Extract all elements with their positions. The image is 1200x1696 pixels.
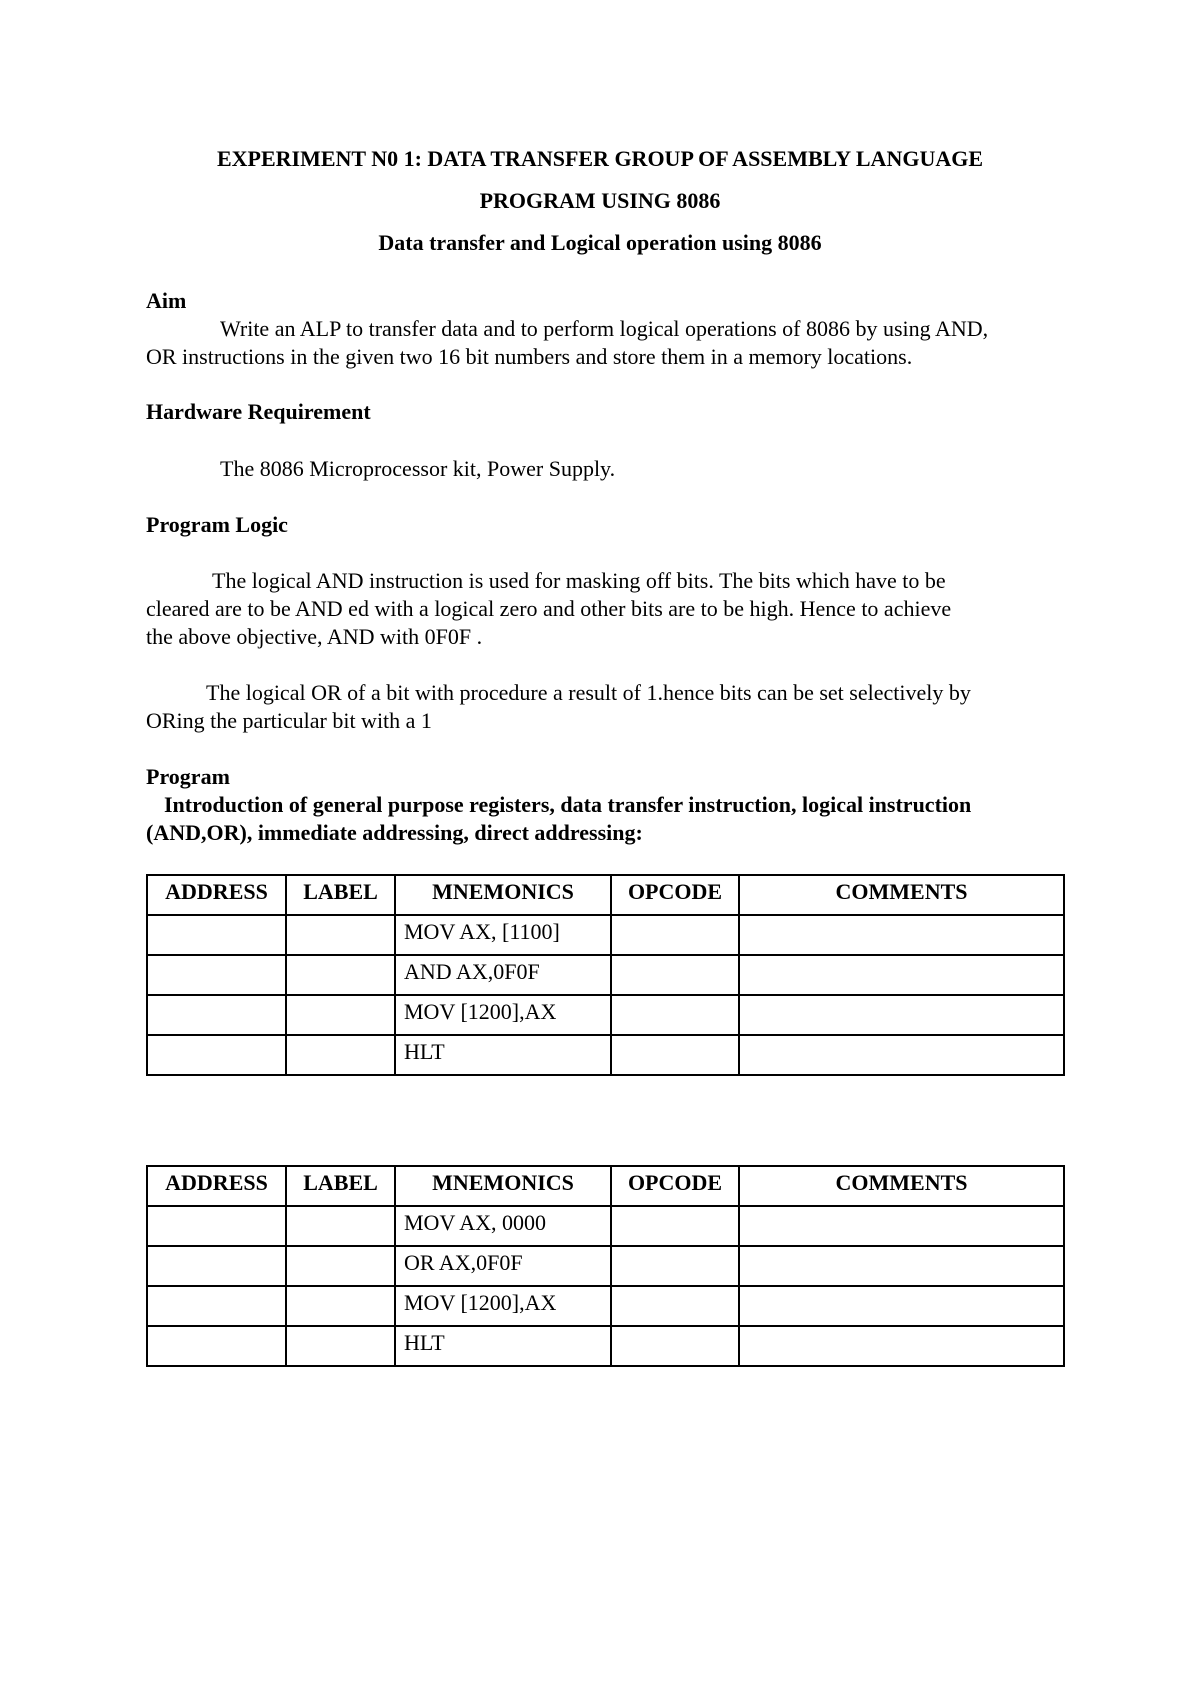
cell-mnemonic: HLT [395,1326,611,1366]
logic-p2-line1: The logical OR of a bit with procedure a result of 1.hence bits can be set selectively by [206,680,971,705]
cell-comment [739,1286,1064,1326]
cell-address [147,995,286,1035]
table-row [147,1206,1064,1246]
experiment-title-line1: EXPERIMENT N0 1: DATA TRANSFER GROUP OF ASSEMBLY LANGUAGE [216,146,984,171]
header-mnemonics: MNEMONICS [395,875,611,915]
cell-comment [739,1246,1064,1286]
cell-mnemonic: HLT [395,1035,611,1075]
program-heading: Program [146,764,230,789]
logic-p1-line3: the above objective, AND with 0F0F . [146,624,483,649]
hardware-heading: Hardware Requirement [146,399,371,424]
table-header-row [147,875,1064,915]
header-comments: COMMENTS [739,875,1064,915]
program-intro-line2: (AND,OR), immediate addressing, direct addressing: [146,820,643,845]
cell-label [286,955,395,995]
header-address: ADDRESS [147,875,286,915]
cell-address [147,915,286,955]
cell-address [147,1206,286,1246]
header-comments: COMMENTS [739,1166,1064,1206]
cell-address [147,1035,286,1075]
header-opcode: OPCODE [611,1166,739,1206]
cell-label [286,915,395,955]
logic-p1-line2: cleared are to be AND ed with a logical zero and other bits are to be high. Hence to achieve [146,596,952,621]
cell-comment [739,955,1064,995]
table-row [147,1246,1064,1286]
experiment-subtitle: Data transfer and Logical operation using 8086 [378,230,822,255]
cell-label [286,1206,395,1246]
header-opcode: OPCODE [611,875,739,915]
logic-heading: Program Logic [146,512,288,537]
cell-opcode [611,1286,739,1326]
cell-opcode [611,1326,739,1366]
program-table-and [146,874,1065,1076]
cell-opcode [611,955,739,995]
cell-opcode [611,995,739,1035]
cell-opcode [611,1206,739,1246]
program-table-or [146,1165,1065,1367]
aim-heading: Aim [146,288,187,313]
cell-label [286,1326,395,1366]
aim-text-line1: Write an ALP to transfer data and to perform logical operations of 8086 by using AND, [220,316,989,341]
cell-address [147,1246,286,1286]
header-label: LABEL [286,1166,395,1206]
cell-address [147,955,286,995]
header-label: LABEL [286,875,395,915]
table-row [147,995,1064,1035]
table-row [147,1035,1064,1075]
cell-comment [739,1326,1064,1366]
cell-address [147,1286,286,1326]
cell-mnemonic: MOV AX, [1100] [395,915,611,955]
table-row [147,1286,1064,1326]
cell-comment [739,1035,1064,1075]
cell-label [286,1246,395,1286]
logic-p1-line1: The logical AND instruction is used for masking off bits. The bits which have to be [212,568,946,593]
table-header-row [147,1166,1064,1206]
hardware-text: The 8086 Microprocessor kit, Power Supply. [220,456,616,481]
cell-mnemonic: MOV AX, 0000 [395,1206,611,1246]
header-address: ADDRESS [147,1166,286,1206]
table-row [147,1326,1064,1366]
cell-comment [739,915,1064,955]
experiment-title-line2: PROGRAM USING 8086 [479,188,721,213]
cell-comment [739,1206,1064,1246]
header-mnemonics: MNEMONICS [395,1166,611,1206]
cell-mnemonic: MOV [1200],AX [395,1286,611,1326]
cell-label [286,1286,395,1326]
cell-label [286,1035,395,1075]
aim-text-line2: OR instructions in the given two 16 bit numbers and store them in a memory locations. [146,344,913,369]
table-row [147,915,1064,955]
program-intro-line1: Introduction of general purpose registers, data transfer instruction, logical instruction [164,792,972,817]
cell-label [286,995,395,1035]
table-row [147,955,1064,995]
cell-comment [739,995,1064,1035]
cell-opcode [611,915,739,955]
cell-mnemonic: MOV [1200],AX [395,995,611,1035]
cell-address [147,1326,286,1366]
cell-mnemonic: OR AX,0F0F [395,1246,611,1286]
cell-mnemonic: AND AX,0F0F [395,955,611,995]
cell-opcode [611,1035,739,1075]
logic-p2-line2: ORing the particular bit with a 1 [146,708,432,733]
cell-opcode [611,1246,739,1286]
